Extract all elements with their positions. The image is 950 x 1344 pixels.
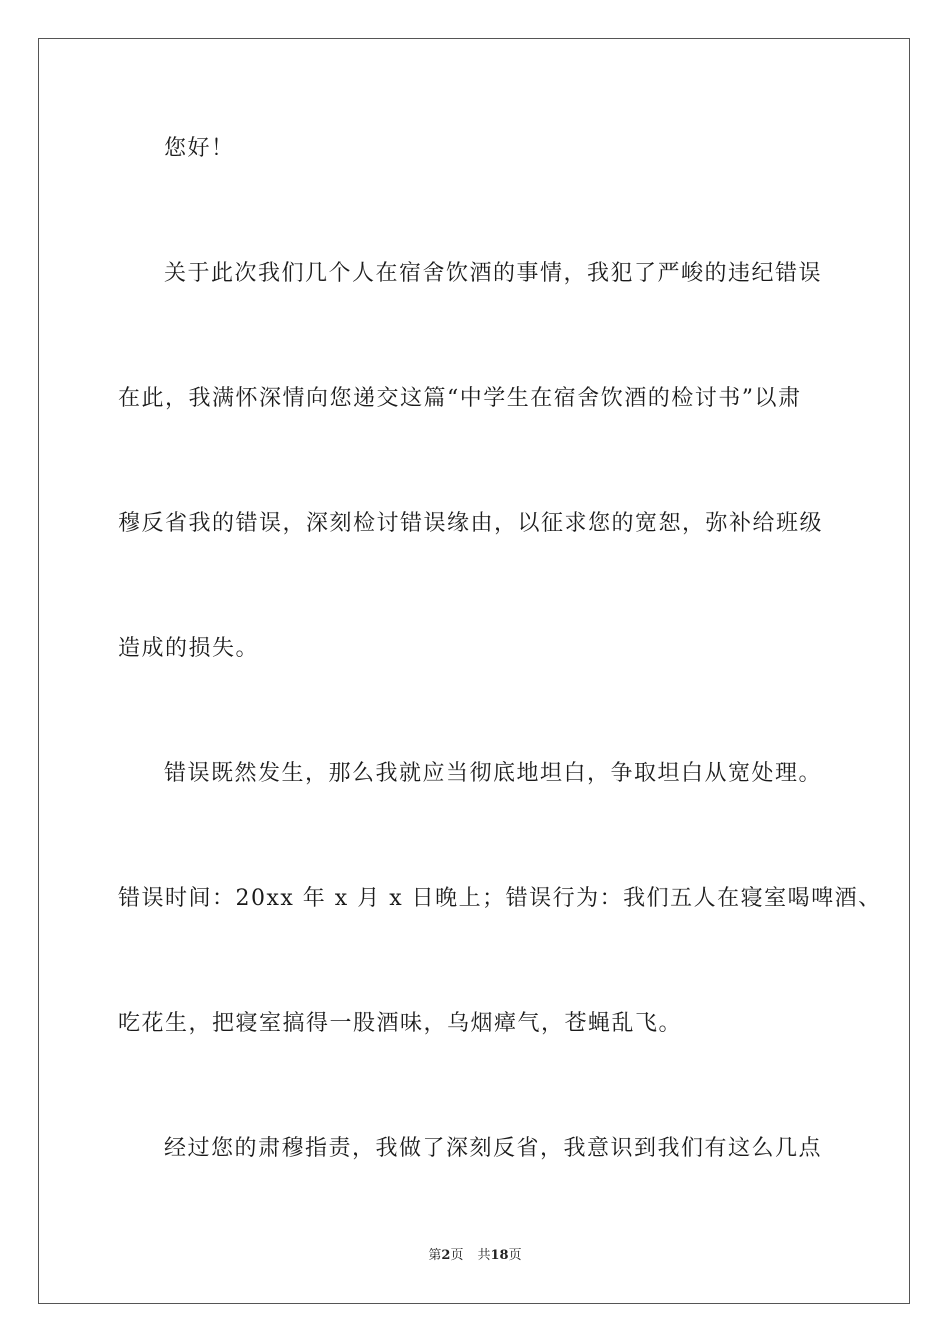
page-suffix: 页: [450, 1248, 464, 1263]
page-footer: [0, 1247, 950, 1265]
paragraph-3-line-2: 吃花生，把寝室搞得一股酒味，乌烟瘴气，苍蝇乱飞。: [118, 1011, 683, 1036]
total-pages: 18: [490, 1248, 509, 1263]
total-suffix: 页: [508, 1248, 522, 1263]
page-number: 2: [441, 1248, 451, 1263]
greeting-line: 您好！: [164, 136, 235, 161]
paragraph-3-line-1: 错误时间：20xx 年 x 月 x 日晚上；错误行为：我们五人在寝室喝啤酒、: [118, 886, 882, 911]
paragraph-2-line-1: 错误既然发生，那么我就应当彻底地坦白，争取坦白从宽处理。: [164, 761, 823, 786]
paragraph-1-line-1: 关于此次我们几个人在宿舍饮酒的事情，我犯了严峻的违纪错误: [164, 261, 823, 286]
page-border: [38, 38, 910, 1304]
paragraph-1-line-4: 造成的损失。: [118, 636, 260, 661]
paragraph-1-line-2: 在此，我满怀深情向您递交这篇“中学生在宿舍饮酒的检讨书”以肃: [118, 386, 802, 411]
page-prefix: 第: [428, 1248, 442, 1263]
total-prefix: 共: [477, 1248, 491, 1263]
paragraph-1-line-3: 穆反省我的错误，深刻检讨错误缘由，以征求您的宽恕，弥补给班级: [118, 511, 824, 536]
paragraph-4-line-1: 经过您的肃穆指责，我做了深刻反省，我意识到我们有这么几点: [164, 1136, 823, 1161]
